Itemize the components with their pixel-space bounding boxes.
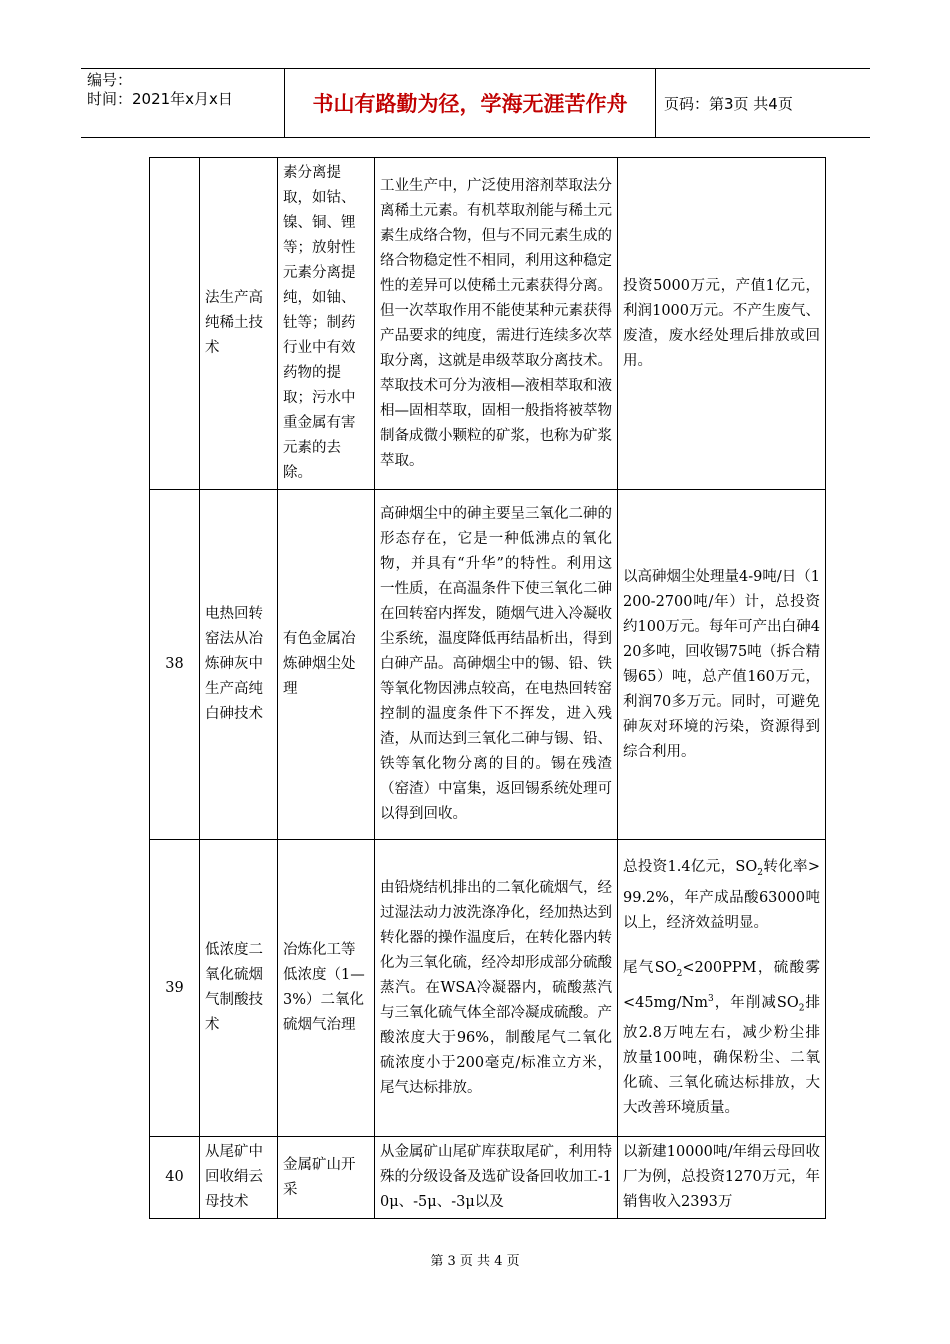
tech-description: 从金属矿山尾矿库获取尾矿，利用特殊的分级设备及选矿设备回收加工-10μ、-5μ、-3μ以及 [375,1137,618,1219]
tech-name: 从尾矿中回收绢云母技术 [200,1137,278,1219]
technology-table [149,157,826,1219]
table-row [150,490,826,840]
application-field: 素分离提取，如钴、镍、铜、锂等；放射性元素分离提纯，如铀、钍等；制药行业中有效药物的提取；污水中重金属有害元素的去除。 [278,158,375,490]
application-field: 冶炼化工等低浓度（1—3%）二氧化硫烟气治理 [278,840,375,1137]
tech-description: 由铅烧结机排出的二氧化硫烟气，经过湿法动力波洗涤净化，经加热达到转化器的操作温度后，在转化器内转化为三氧化硫，经冷却形成部分硫酸蒸汽。在WSA冷凝器内，硫酸蒸汽与三氧化硫气体全部冷凝成硫酸。产酸浓度大于96%，制酸尾气二氧化硫浓度小于200毫克/标准立方米，尾气达标排放。 [375,840,618,1137]
investment-benefit: 以新建10000吨/年绢云母回收厂为例，总投资1270万元，年销售收入2393万 [618,1137,826,1219]
header-motto: 书山有路勤为径，学海无涯苦作舟 [284,69,656,137]
row-number: 40 [150,1137,200,1219]
investment-benefit: 投资5000万元，产值1亿元，利润1000万元。不产生废气、废渣，废水经处理后排放或回用。 [618,158,826,490]
investment-benefit: 以高砷烟尘处理量4-9吨/日（1200-2700吨/年）计，总投资约100万元。每年可产出白砷420多吨，回收锡75吨（拆合精锡65）吨，总产值160万元，利润70多万元。同时，可避免砷灰对环境的污染，资源得到综合利用。 [618,490,826,840]
page-header [81,68,870,138]
code-label: 编号： [87,71,133,89]
tech-name: 低浓度二氧化硫烟气制酸技术 [200,840,278,1137]
table-row [150,158,826,490]
application-field: 金属矿山开采 [278,1137,375,1219]
tech-name: 电热回转窑法从冶炼砷灰中生产高纯白砷技术 [200,490,278,840]
page-footer: 第 3 页 共 4 页 [430,1254,520,1269]
page-indicator: 页码：第3页 共4页 [664,95,793,113]
application-field: 有色金属冶炼砷烟尘处理 [278,490,375,840]
investment-benefit: 总投资1.4亿元，$SO_2$转化率>99.2%，年产成品酸63000吨以上，经济效益明显。 尾气$SO_2<200PPM$，硫酸雾$<45mg/Nm^3$，年削减$SO_2$排放2.8万吨左右，减少粉尘排放量100吨，确保粉尘、二氧化硫、三氧化硫达标排放，大大改善环境质量。 [618,840,826,1137]
table-row [150,1137,826,1219]
time-label: 时间：2021年x月x日 [87,90,233,108]
header-meta [87,71,233,109]
tech-name: 法生产高纯稀土技术 [200,158,278,490]
row-number: 38 [150,490,200,840]
tech-description: 工业生产中，广泛使用溶剂萃取法分离稀土元素。有机萃取剂能与稀土元素生成络合物，但与不同元素生成的络合物稳定性不相同，利用这种稳定性的差异可以使稀土元素获得分离。但一次萃取作用不能使某种元素获得产品要求的纯度，需进行连续多次萃取分离，这就是串级萃取分离技术。萃取技术可分为液相—液相萃取和液相—固相萃取，固相一般指将被萃物制备成微小颗粒的矿浆，也称为矿浆萃取。 [375,158,618,490]
tech-description: 高砷烟尘中的砷主要呈三氧化二砷的形态存在，它是一种低沸点的氧化物，并具有“升华”的特性。利用这一性质，在高温条件下使三氧化二砷在回转窑内挥发，随烟气进入冷凝收尘系统，温度降低再结晶析出，得到白砷产品。高砷烟尘中的锡、铅、铁等氧化物因沸点较高，在电热回转窑控制的温度条件下不挥发，进入残渣，从而达到三氧化二砷与锡、铅、铁等氧化物分离的目的。锡在残渣（窑渣）中富集，返回锡系统处理可以得到回收。 [375,490,618,840]
row-number [150,158,200,490]
row-number: 39 [150,840,200,1137]
table-row [150,840,826,1137]
